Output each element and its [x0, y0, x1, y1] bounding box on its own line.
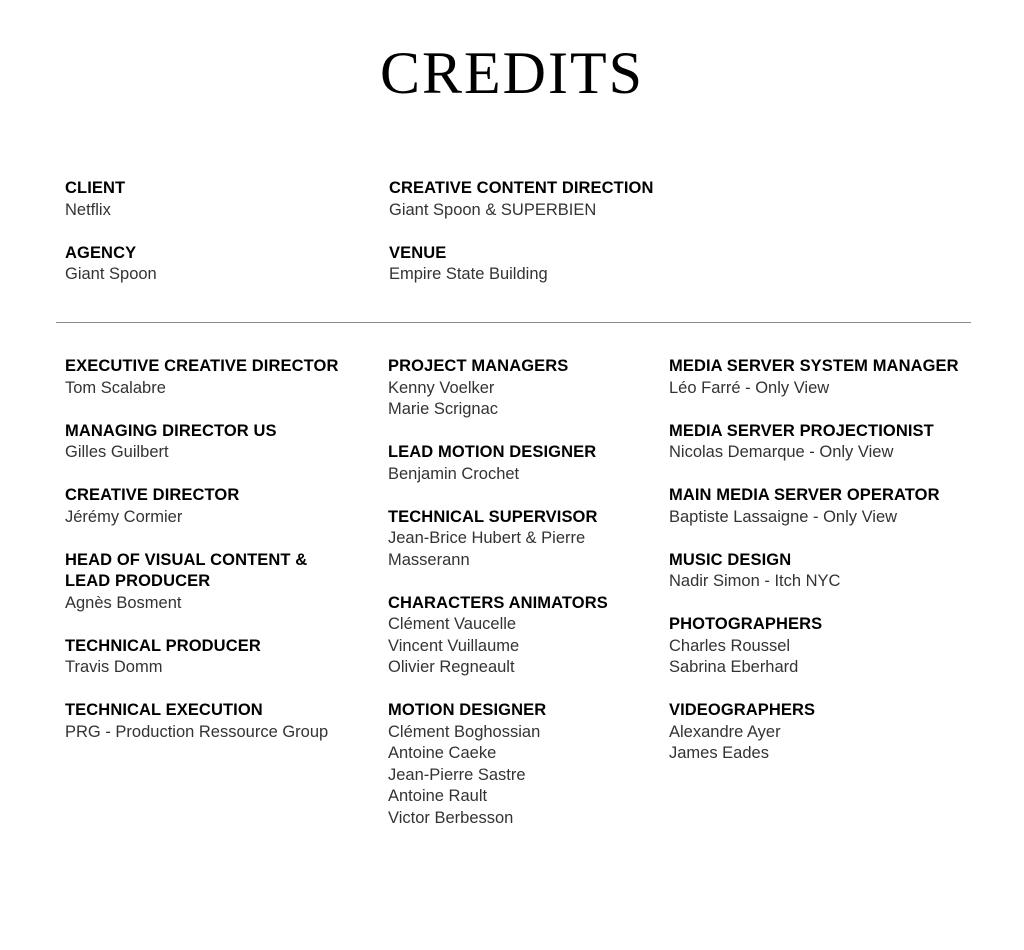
credit-role: TECHNICAL EXECUTION [65, 701, 263, 719]
credit-entry [669, 550, 959, 593]
credit-role: MANAGING DIRECTOR US [65, 421, 277, 440]
credit-name: Jean-Brice Hubert & Pierre [388, 529, 586, 547]
credit-entry [389, 243, 653, 286]
credit-name: Olivier Regneault [388, 658, 515, 676]
credit-role: MOTION DESIGNER [388, 701, 547, 719]
credit-name: Baptiste Lassaigne - Only View [669, 507, 898, 526]
entry-spacer [65, 399, 338, 421]
credit-name: Agnès Bosment [65, 593, 182, 612]
credit-name: James Eades [669, 744, 769, 762]
entry-spacer [65, 528, 338, 550]
entry-spacer [65, 221, 157, 243]
entry-spacer [388, 485, 608, 507]
credit-entry [389, 178, 653, 221]
credit-entry [669, 356, 959, 399]
credit-role: PROJECT MANAGERS [388, 357, 569, 375]
credits-column-1 [65, 356, 338, 743]
entry-spacer [388, 421, 608, 443]
credit-role: VIDEOGRAPHERS [669, 701, 816, 719]
entry-spacer [669, 464, 959, 486]
page-title: CREDITS [379, 40, 645, 106]
credit-role: EXECUTIVE CREATIVE DIRECTOR [65, 357, 339, 375]
credit-name: Antoine Rault [388, 787, 488, 805]
credit-entry [669, 485, 959, 528]
credit-role: MAIN MEDIA SERVER OPERATOR [669, 486, 940, 504]
entry-spacer [669, 399, 959, 421]
credit-entry [388, 507, 608, 572]
credit-name: Nicolas Demarque - Only View [669, 443, 894, 461]
credit-entry [388, 442, 608, 485]
credit-name: Empire State Building [389, 265, 548, 283]
credit-name: Sabrina Eberhard [669, 658, 799, 676]
credit-name: Léo Farré - Only View [669, 378, 830, 397]
credit-name: Netflix [65, 200, 111, 219]
credit-entry [65, 178, 157, 221]
credit-name: Charles Roussel [669, 636, 791, 655]
credit-role: CREATIVE CONTENT DIRECTION [389, 179, 654, 197]
top-credits-column-left [65, 178, 157, 286]
credit-name: Marie Scrignac [388, 400, 499, 418]
credit-role: PHOTOGRAPHERS [669, 615, 823, 633]
credit-name: PRG - Production Ressource Group [65, 722, 329, 741]
credit-role: MEDIA SERVER PROJECTIONIST [669, 421, 934, 440]
entry-spacer [669, 593, 959, 615]
credit-name: Vincent Vuillaume [388, 636, 520, 655]
credit-entry [388, 700, 608, 829]
credit-name: Masserann [388, 550, 470, 569]
credit-entry [669, 614, 959, 679]
credit-entry [65, 550, 338, 615]
credit-entry [388, 593, 608, 679]
credit-entry [669, 421, 959, 464]
credit-name: Tom Scalabre [65, 378, 166, 397]
entry-spacer [669, 528, 959, 550]
credit-role: AGENCY [65, 243, 137, 262]
entry-spacer [389, 221, 653, 243]
credit-entry [65, 636, 338, 679]
credit-name: Benjamin Crochet [388, 464, 520, 483]
credit-entry [65, 700, 338, 743]
credit-name: Giant Spoon & SUPERBIEN [389, 200, 597, 219]
credit-entry [388, 356, 608, 421]
credit-name: Jean-Pierre Sastre [388, 765, 526, 784]
credit-name: Kenny Voelker [388, 378, 495, 397]
section-divider [56, 322, 971, 323]
credit-role: LEAD MOTION DESIGNER [388, 443, 597, 461]
top-credits-column-right [389, 178, 653, 286]
credit-role: MEDIA SERVER SYSTEM MANAGER [669, 357, 959, 375]
credit-name: Giant Spoon [65, 265, 157, 283]
credit-entry [65, 485, 338, 528]
credits-column-2 [388, 356, 608, 829]
credit-name: Nadir Simon - Itch NYC [669, 572, 841, 590]
credit-role: VENUE [389, 243, 447, 262]
credit-name: Clément Vaucelle [388, 615, 517, 633]
credit-role: CHARACTERS ANIMATORS [388, 593, 608, 612]
credit-entry [669, 700, 959, 765]
credit-role: CREATIVE DIRECTOR [65, 486, 240, 504]
credit-name: Gilles Guilbert [65, 443, 169, 461]
credit-entry [65, 356, 338, 399]
credit-name: Travis Domm [65, 658, 163, 676]
credit-role: MUSIC DESIGN [669, 550, 792, 569]
credit-role: HEAD OF VISUAL CONTENT & LEAD PRODUCER [65, 550, 308, 590]
credit-name: Antoine Caeke [388, 744, 497, 762]
entry-spacer [65, 614, 338, 636]
credit-role: TECHNICAL PRODUCER [65, 636, 261, 655]
credit-name: Jérémy Cormier [65, 507, 183, 526]
credit-entry [65, 243, 157, 286]
entry-spacer [669, 679, 959, 701]
credit-role: CLIENT [65, 179, 126, 197]
credit-name: Victor Berbesson [388, 808, 514, 827]
entry-spacer [65, 464, 338, 486]
credit-role: TECHNICAL SUPERVISOR [388, 507, 598, 526]
entry-spacer [65, 679, 338, 701]
credit-name: Alexandre Ayer [669, 722, 781, 741]
credit-name: Clément Boghossian [388, 722, 541, 741]
credits-column-3 [669, 356, 959, 765]
entry-spacer [388, 571, 608, 593]
credit-entry [65, 421, 338, 464]
entry-spacer [388, 679, 608, 701]
